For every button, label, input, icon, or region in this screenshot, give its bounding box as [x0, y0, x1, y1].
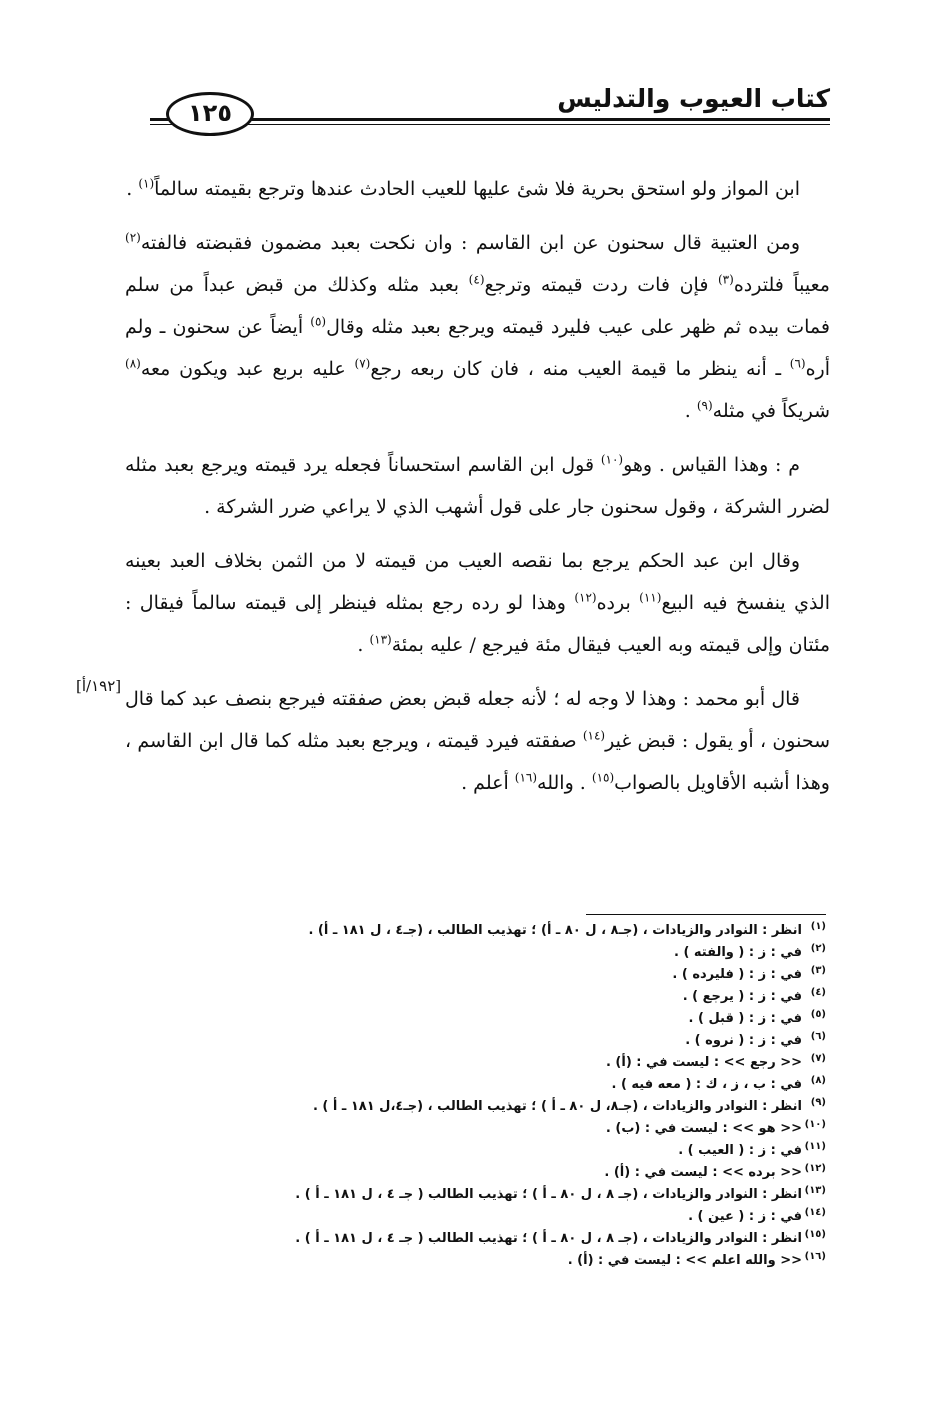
footnote-ref: (٧) — [354, 356, 371, 371]
footnote-ref: (١٤) — [582, 728, 606, 743]
paragraph-1 — [125, 168, 830, 210]
footnote-item — [176, 964, 826, 986]
footnote-text: في : ز : ( نروه ) . — [685, 1033, 802, 1048]
footnote-number: (١٢) — [804, 1163, 826, 1174]
footnote-number: (٥) — [810, 1009, 826, 1020]
footnote-item — [176, 1162, 826, 1184]
text-run: وقال ابن عبد الحكم يرجع بما نقصه العيب من قيمته لا من الثمن بخلاف العبد بعينه الذي ينفسخ فيه البيع — [125, 550, 830, 614]
footnote-number: (١) — [810, 921, 826, 932]
footnote-ref: (٩) — [696, 398, 713, 413]
text-run: معيباً فلترده — [733, 274, 830, 296]
text-run: . — [126, 178, 139, 200]
footnote-ref: (٥) — [310, 314, 327, 329]
page-header — [150, 78, 830, 138]
footnote-number: (٧) — [810, 1053, 826, 1064]
footnote-item — [176, 920, 826, 942]
paragraph-3 — [125, 444, 830, 528]
text-run: قول ابن القاسم استحساناً فجعله يرد قيمته ويرجع بعبد مثله لضرر الشركة ، وقول سحنون جار على قول أشهب الذي لا يراعي ضرر الشركة . — [125, 454, 830, 518]
footnote-ref: (٣) — [717, 272, 734, 287]
footnote-item — [176, 986, 826, 1008]
footnote-text: في : ز : ( عين ) . — [688, 1209, 802, 1224]
footnote-ref: (١٥) — [591, 770, 615, 785]
footnote-text: << هو >> : ليست في : (ب) . — [605, 1121, 802, 1136]
footnote-item — [176, 1228, 826, 1250]
footnote-item — [176, 942, 826, 964]
text-run: ـ أنه ينظر ما قيمة العيب منه ، فان كان ربعه رجع — [370, 358, 790, 380]
text-run: شريكاً في مثله — [712, 400, 830, 422]
footnote-number: (١٠) — [804, 1119, 826, 1130]
footnote-item — [176, 1206, 826, 1228]
footnote-text: انظر : النوادر والزيادات ، (جـ ٨ ، ل ٨٠ ـ أ ) ؛ تهذيب الطالب ( جـ ٤ ، ل ١٨١ ـ أ ) . — [295, 1187, 802, 1202]
text-run: م : وهذا القياس . وهو — [623, 454, 800, 476]
margin-folio-note: [١٩٢/أ] — [76, 677, 122, 695]
footnote-item — [176, 1118, 826, 1140]
footnote-number: (١١) — [804, 1141, 826, 1152]
footnote-item — [176, 1052, 826, 1074]
footnote-text: انظر : النوادر والزيادات ، (جـ ٨ ، ل ٨٠ ـ أ ) ؛ تهذيب الطالب ( جـ ٤ ، ل ١٨١ ـ أ ) . — [295, 1231, 802, 1246]
footnote-text: << برده >> : ليست في : (أ) . — [604, 1165, 802, 1180]
paragraph-2 — [125, 222, 830, 432]
footnote-ref: (٤) — [468, 272, 485, 287]
book-title: كتاب العيوب والتدليس — [547, 84, 830, 114]
text-run: أعلم . — [461, 772, 515, 794]
footnote-ref: (١١) — [639, 590, 662, 605]
footnote-text: في : ز : ( والفته ) . — [673, 945, 802, 960]
footnote-ref: (١) — [138, 176, 155, 191]
paragraph-5 — [125, 678, 830, 804]
footnote-rule — [586, 914, 826, 915]
footnote-number: (٩) — [810, 1097, 826, 1108]
footnote-item — [176, 1008, 826, 1030]
footnote-text: انظر : النوادر والزيادات ، (جـ٨ ، ل ٨٠ ـ أ) ؛ تهذيب الطالب ، (جـ٤ ، ل ١٨١ ـ أ) . — [308, 923, 802, 938]
footnote-text: في : ز : ( قبل ) . — [688, 1011, 802, 1026]
footnote-number: (١٤) — [804, 1207, 826, 1218]
footnote-item — [176, 1140, 826, 1162]
footnote-ref: (٨) — [125, 356, 141, 371]
text-run: أيضاً عن سحنون ـ ولم أره — [125, 316, 831, 380]
footnote-ref: (٦) — [789, 356, 806, 371]
footnote-item — [176, 1184, 826, 1206]
footnote-number: (٦) — [810, 1031, 826, 1042]
footnote-number: (١٥) — [804, 1229, 826, 1240]
text-run: . — [357, 634, 370, 656]
footnote-ref: (١٢) — [574, 590, 597, 605]
header-rule-thin — [150, 124, 830, 125]
footnote-text: << رجع >> : ليست في : (أ) . — [605, 1055, 802, 1070]
footnote-text: في : ز : ( فليرده ) . — [672, 967, 802, 982]
footnote-ref: (٢) — [125, 230, 141, 245]
footnote-number: (٨) — [810, 1075, 826, 1086]
text-run: ابن المواز ولو استحق بحرية فلا شئ عليها للعيب الحادث عندها وترجع بقيمته سالماً — [154, 178, 800, 200]
text-run: برده — [596, 592, 640, 614]
footnote-text: في : ب ، ز ، ك : ( معه فيه ) . — [611, 1077, 802, 1092]
body-text — [125, 168, 830, 816]
footnote-text: في : ز : ( العيب ) . — [678, 1143, 802, 1158]
footnote-item — [176, 1096, 826, 1118]
footnote-number: (٢) — [810, 943, 826, 954]
footnote-number: (١٣) — [804, 1185, 826, 1196]
text-run: . والله — [537, 772, 592, 794]
text-run: . — [684, 400, 697, 422]
footnote-item — [176, 1250, 826, 1272]
footnote-text: انظر : النوادر والزيادات ، (جـ٨، ل ٨٠ ـ أ ) ؛ تهذيب الطالب ، (جـ٤،ل ١٨١ ـ أ ) . — [312, 1099, 802, 1114]
footnote-item — [176, 1074, 826, 1096]
footnote-item — [176, 1030, 826, 1052]
text-run: قال أبو محمد : وهذا لا وجه له ؛ لأنه جعله قبض بعض صفقته فيرجع بنصف عبد كما قال سحنون ، أو يقول : قبض غير — [125, 688, 830, 752]
text-run: وهذا لو رده رجع بمثله فينظر إلى قيمته سالماً فيقال : مئتان وإلى قيمته وبه العيب فيقال مئة فيرجع / عليه بمئة — [125, 592, 830, 656]
footnote-ref: (١٦) — [514, 770, 538, 785]
footnotes — [176, 920, 826, 1272]
footnote-number: (٤) — [810, 987, 826, 998]
footnote-ref: (١٠) — [600, 452, 624, 467]
footnote-text: << والله اعلم >> : ليست في : (أ) . — [567, 1253, 802, 1268]
footnote-text: في : ز : ( يرجع ) . — [682, 989, 802, 1004]
footnote-number: (٣) — [810, 965, 826, 976]
page-number: ١٢٥ — [166, 92, 254, 136]
text-run: عليه بربع عبد ويكون معه — [140, 358, 355, 380]
text-run: صفقته فيرد قيمته ، ويرجع بعبد مثله كما قال ابن القاسم ، وهذا أشبه الأقاويل بالصواب — [125, 730, 830, 794]
text-run: فإن فات ردت قيمته وترجع — [484, 274, 718, 296]
text-run: بعبد مثله وكذلك من قبض عبداً من سلم فمات بيده ثم ظهر على عيب فليرد قيمته ويرجع بعبد مثله وقال — [125, 274, 830, 338]
footnote-ref: (١٣) — [369, 632, 392, 647]
text-run: ومن العتبية قال سحنون عن ابن القاسم : وان نكحت بعبد مضمون فقبضته فالفته — [140, 232, 800, 254]
paragraph-4 — [125, 540, 830, 666]
footnote-number: (١٦) — [804, 1251, 826, 1262]
